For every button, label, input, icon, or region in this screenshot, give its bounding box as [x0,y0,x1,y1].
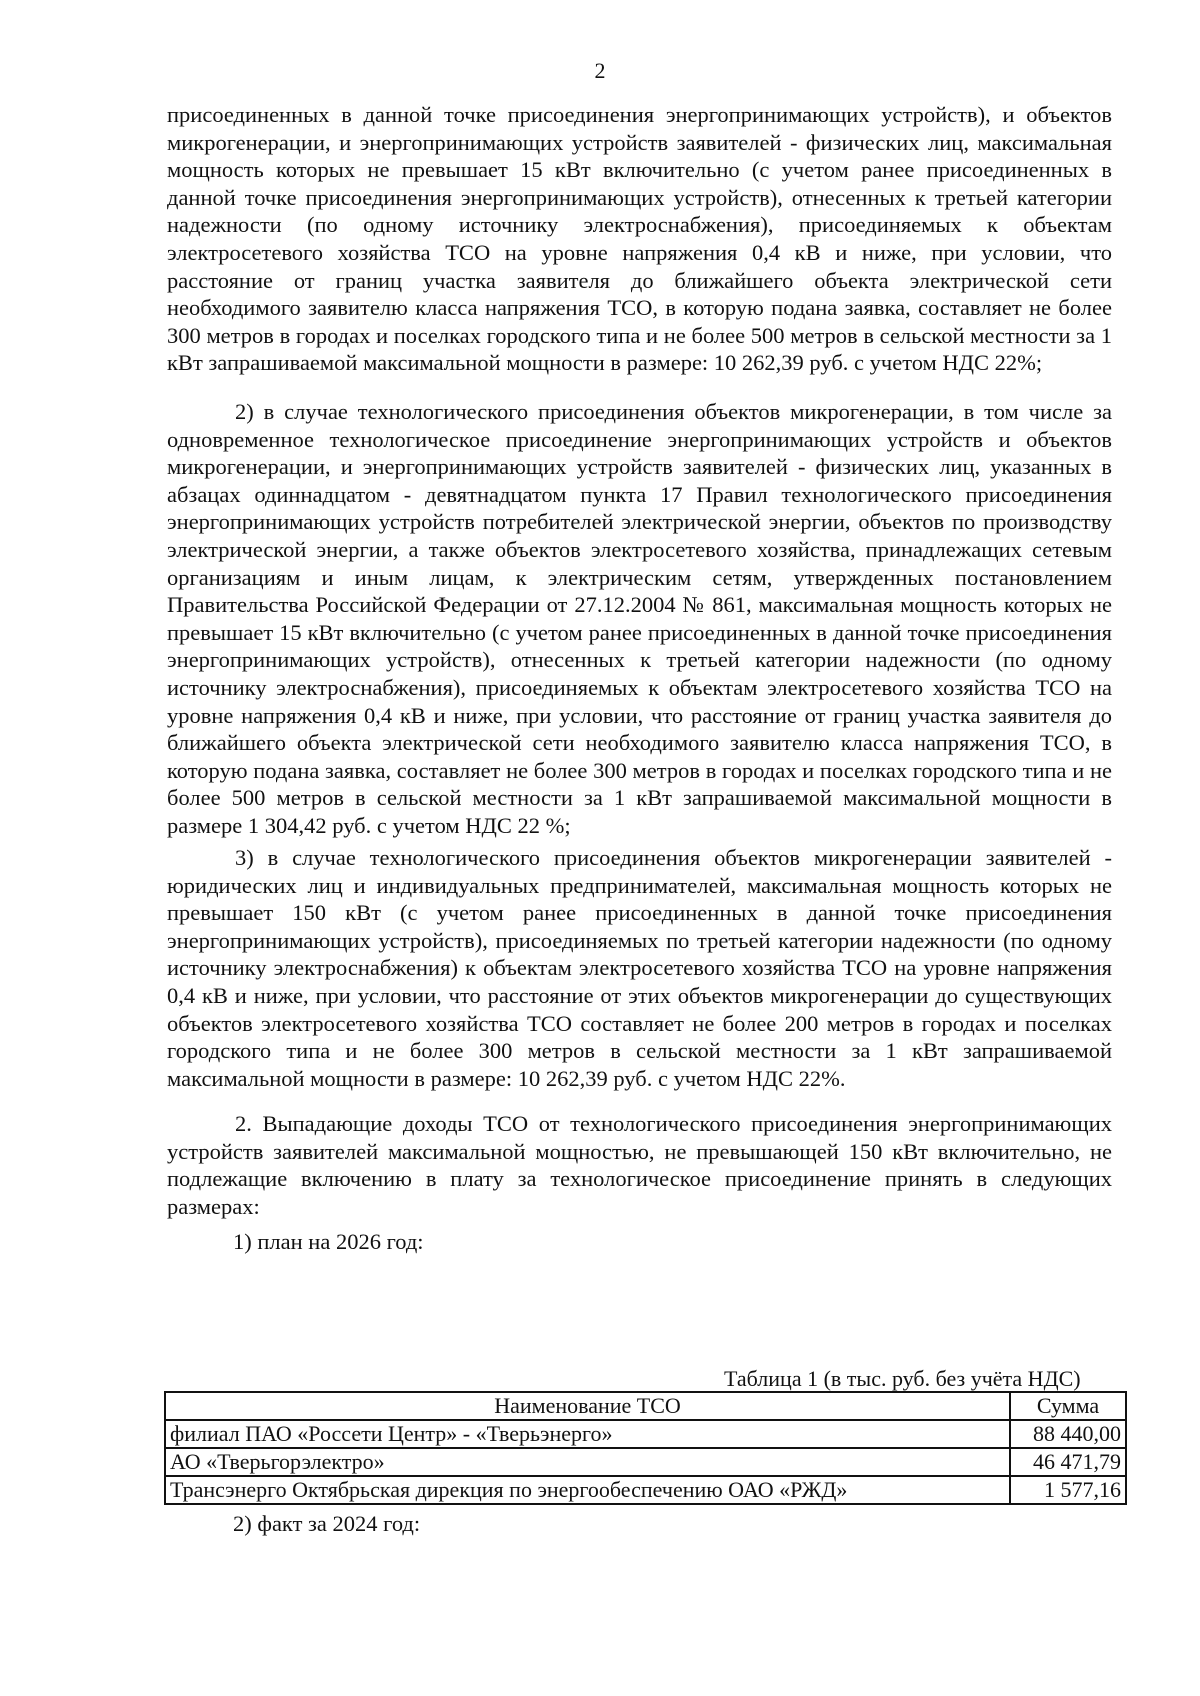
paragraph-text: 2) в случае технологического присоединения объектов микрогенерации, в том числе за одновременное технологическое присоединение энергопринимающих устройств и объектов микрогенерации, и энергопринимающих устройств заявителей - физических лиц, указанных в абзацах одиннадцатом - девятнадцатом пункта 17 Правил технологического присоединения энергопринимающих устройств потребителей электрической энергии, объектов по производству электрической энергии, а также объектов электросетевого хозяйства, принадлежащих сетевым организациям и иным лицам, к электрическим сетям, утвержденных постановлением Правительства Российской Федерации от 27.12.2004 № 861, максимальная мощность которых не превышает 15 кВт включительно (с учетом ранее присоединенных в данной точке присоединения энергопринимающих устройств), отнесенных к третьей категории надежности (по одному источнику электроснабжения), присоединяемых к объектам электросетевого хозяйства ТСО на уровне напряжения 0,4 кВ и ниже, при условии, что расстояние от границ участка заявителя до ближайшего объекта электрической сети необходимого заявителю класса напряжения ТСО, в которую подана заявка, составляет не более 300 метров в городах и поселках городского типа и не более 500 метров в сельской местности за 1 кВт запрашиваемой максимальной мощности в размере 1 304,42 руб. с учетом НДС 22 %; [167,399,1112,838]
paragraph-1-continuation [167,101,1112,377]
paragraph-text: 2. Выпадающие доходы ТСО от технологического присоединения энергопринимающих устройств заявителей максимальной мощностью, не превышающей 150 кВт включительно, не подлежащие включению в плату за технологическое присоединение принять в следующих размерах: [167,1111,1112,1219]
table-row [165,1476,1126,1504]
paragraph-3-microgeneration-legal [167,844,1112,1092]
paragraph-lost-revenue [167,1110,1112,1220]
paragraph-2-microgeneration-individuals [167,398,1112,840]
tso-name-cell: Трансэнерго Октябрьская дирекция по энергообеспечению ОАО «РЖД» [165,1476,1010,1504]
table-row [165,1448,1126,1476]
paragraph-text: присоединенных в данной точке присоединения энергопринимающих устройств), и объектов микрогенерации, и энергопринимающих устройств заявителей - физических лиц, максимальная мощность которых не превышает 15 кВт включительно (с учетом ранее присоединенных в данной точке присоединения энергопринимающих устройств), отнесенных к третьей категории надежности (по одному источнику электроснабжения), присоединяемых к объектам электросетевого хозяйства ТСО на уровне напряжения 0,4 кВ и ниже, при условии, что расстояние от границ участка заявителя до ближайшего объекта электрической сети необходимого заявителю класса напряжения ТСО, в которую подана заявка, составляет не более 300 метров в городах и поселках городского типа и не более 500 метров в сельской местности за 1 кВт запрашиваемой максимальной мощности в размере: 10 262,39 руб. с учетом НДС 22%; [167,102,1112,376]
table-1 [164,1391,1127,1505]
fact-2024-heading: 2) факт за 2024 год: [233,1511,421,1536]
table-1-caption: Таблица 1 (в тыс. руб. без учёта НДС) [724,1366,1081,1391]
sum-cell: 88 440,00 [1010,1420,1126,1448]
paragraph-text: 3) в случае технологического присоединения объектов микрогенерации заявителей - юридических лиц и индивидуальных предпринимателей, максимальная мощность которых не превышает 150 кВт (с учетом ранее присоединенных в данной точке присоединения энергопринимающих устройств), присоединяемых по третьей категории надежности (по одному источнику электроснабжения) к объектам электросетевого хозяйства ТСО на уровне напряжения 0,4 кВ и ниже, при условии, что расстояние от этих объектов микрогенерации до существующих объектов электросетевого хозяйства ТСО составляет не более 200 метров в городах и поселках городского типа и не более 300 метров в сельской местности за 1 кВт запрашиваемой максимальной мощности в размере: 10 262,39 руб. с учетом НДС 22%. [167,845,1112,1091]
table-header-row [165,1392,1126,1420]
plan-2026-heading: 1) план на 2026 год: [233,1229,424,1254]
page-number: 2 [594,58,606,83]
tso-name-cell: АО «Тверьгорэлектро» [165,1448,1010,1476]
header-tso-name: Наименование ТСО [165,1392,1010,1420]
sum-cell: 1 577,16 [1010,1476,1126,1504]
tso-name-cell: филиал ПАО «Россети Центр» - «Тверьэнерго» [165,1420,1010,1448]
header-sum: Сумма [1010,1392,1126,1420]
sum-cell: 46 471,79 [1010,1448,1126,1476]
table-row [165,1420,1126,1448]
